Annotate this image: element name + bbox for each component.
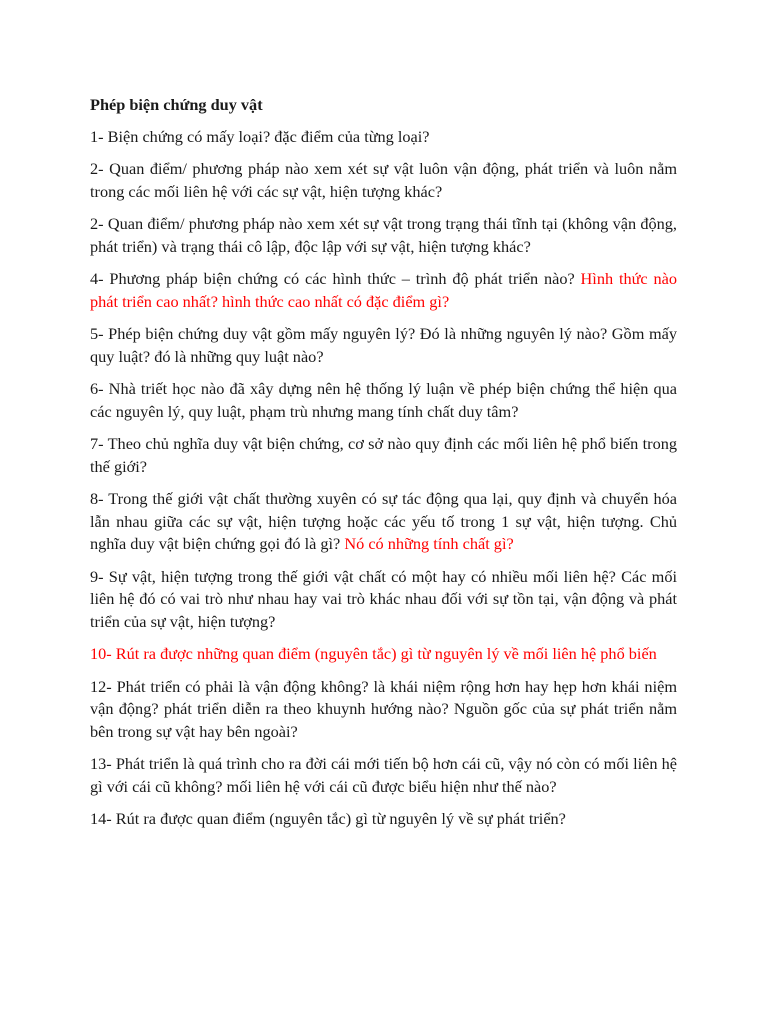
question-7 [90, 433, 677, 478]
question-highlight: 10- Rút ra được những quan điểm (nguyên tắc) gì từ nguyên lý về mối liên hệ phổ biến [90, 644, 657, 663]
question-highlight: Nó có những tính chất gì? [344, 534, 514, 553]
question-9 [90, 566, 677, 634]
question-text: 1- Biện chứng có mấy loại? đặc điểm của từng loại? [90, 126, 430, 146]
question-3 [90, 213, 677, 258]
document-page [90, 94, 677, 841]
question-text: 5- Phép biện chứng duy vật gồm mấy nguyên lý? Đó là những nguyên lý nào? Gồm mấy quy luật? đó là những quy luật nào? [90, 324, 677, 366]
question-12 [90, 676, 677, 744]
question-text: 2- Quan điểm/ phương pháp nào xem xét sự vật luôn vận động, phát triển và luôn nằm trong các mối liên hệ với các sự vật, hiện tượng khác? [90, 159, 677, 201]
question-2 [90, 158, 677, 203]
question-6 [90, 378, 677, 423]
question-5 [90, 323, 677, 368]
question-10 [90, 643, 677, 666]
question-text: 8- Trong thế giới vật chất thường xuyên có sự tác động qua lại, quy định và chuyển hóa lẫn nhau giữa các sự vật, hiện tượng hoặc các yếu tố trong 1 sự vật, hiện tượng. Chủ nghĩa duy vật biện chứng gọi đó là gì? [90, 489, 677, 553]
question-text: 13- Phát triển là quá trình cho ra đời cái mới tiến bộ hơn cái cũ, vậy nó còn có mối liên hệ gì với cái cũ không? mối liên hệ với cái cũ được biểu hiện như thế nào? [90, 754, 677, 796]
question-4 [90, 268, 677, 313]
question-8 [90, 488, 677, 556]
question-1 [90, 126, 677, 149]
question-text: 6- Nhà triết học nào đã xây dựng nên hệ thống lý luận về phép biện chứng thể hiện qua các nguyên lý, quy luật, phạm trù nhưng mang tính chất duy tâm? [90, 379, 677, 421]
question-highlight: Hình thức nào phát triển cao nhất? hình thức cao nhất có đặc điểm gì? [90, 269, 677, 311]
document-title: Phép biện chứng duy vật [90, 95, 263, 114]
question-13 [90, 753, 677, 798]
question-text: 2- Quan điểm/ phương pháp nào xem xét sự vật trong trạng thái tĩnh tại (không vận động, phát triển) và trạng thái cô lập, độc lập với sự vật, hiện tượng khác? [90, 214, 677, 256]
question-text: 9- Sự vật, hiện tượng trong thế giới vật chất có một hay có nhiều mối liên hệ? Các mối liên hệ đó có vai trò như nhau hay vai trò khác nhau đối với sự tồn tại, vận động và phát triển của sự vật, hiện tượng? [90, 566, 677, 631]
question-text: 4- Phương pháp biện chứng có các hình thức – trình độ phát triển nào? [90, 269, 581, 288]
question-14 [90, 808, 677, 831]
question-text: 14- Rút ra được quan điểm (nguyên tắc) gì từ nguyên lý về sự phát triển? [90, 809, 566, 828]
question-text: 12- Phát triển có phải là vận động không? là khái niệm rộng hơn hay hẹp hơn khái niệm vận động? phát triển diễn ra theo khuynh hướng nào? Nguồn gốc của sự phát triển nằm bên trong sự vật hay bên ngoài? [90, 676, 677, 741]
question-text: 7- Theo chủ nghĩa duy vật biện chứng, cơ sở nào quy định các mối liên hệ phổ biến trong thế giới? [90, 434, 677, 476]
